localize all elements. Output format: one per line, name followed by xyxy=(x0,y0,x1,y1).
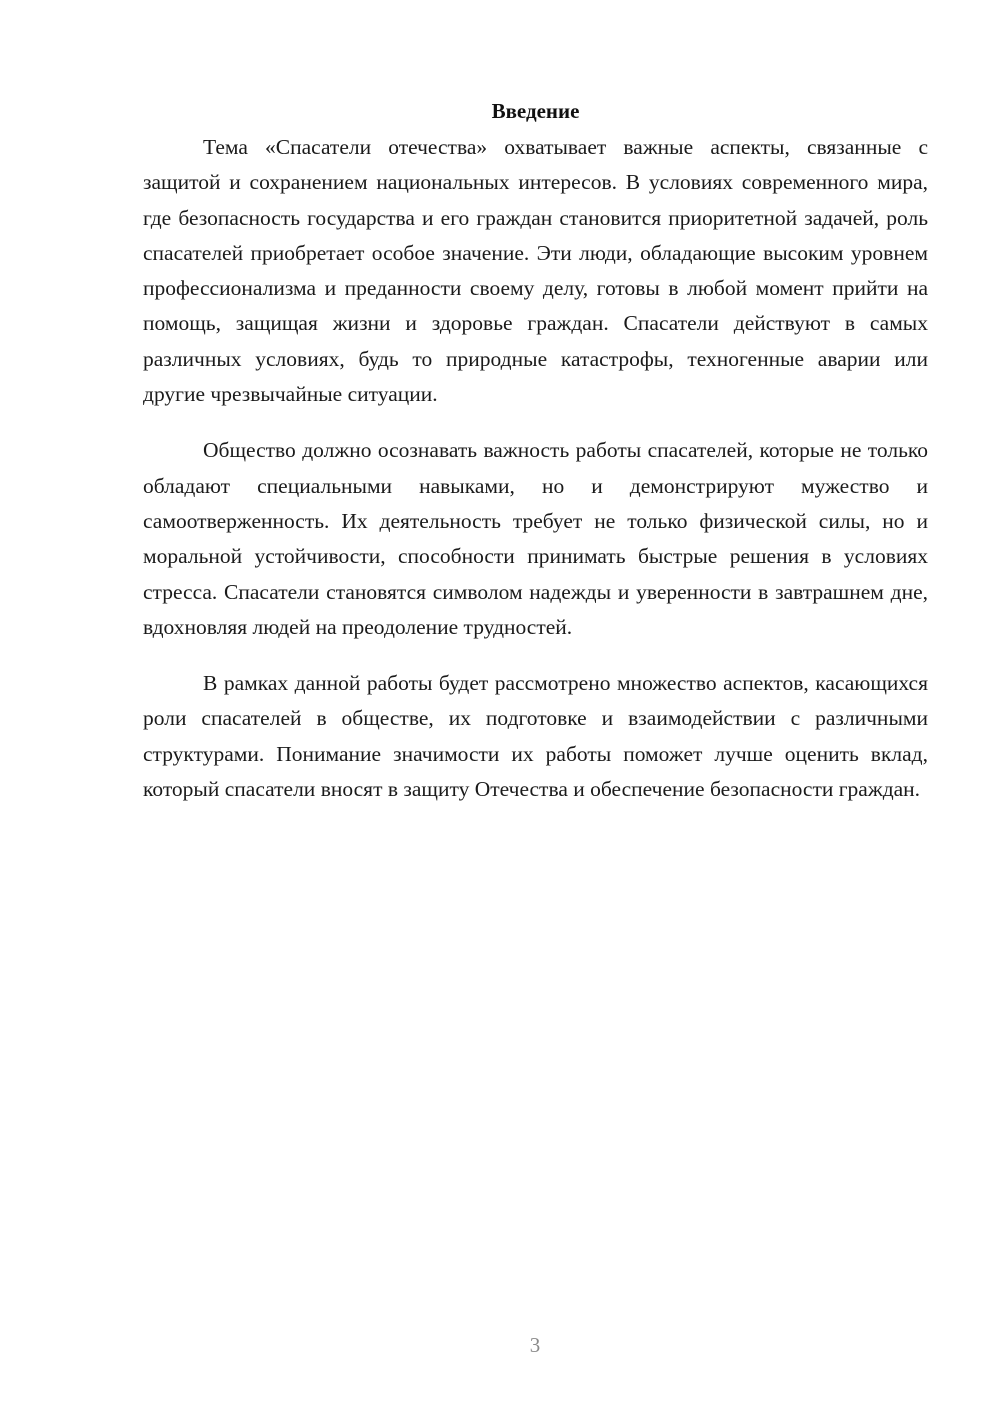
paragraph-3: В рамках данной работы будет рассмотрено множество аспектов, касающихся роли спасателей в обществе, их подготовке и взаимодействии с различными структурами. Понимание значимости их работы поможет лучше оценить вклад, который спасатели вносят в защиту Отечества и обеспечение безопасности граждан. xyxy=(143,671,928,802)
section-title: Введение xyxy=(491,99,580,123)
page-number: 3 xyxy=(529,1333,541,1357)
paragraph-2: Общество должно осознавать важность работы спасателей, которые не только обладают специальными навыками, но и демонстрируют мужество и самоотверженность. Их деятельность требует не только физической силы, но и моральной устойчивости, способности принимать быстрые решения в условиях стресса. Спасатели становятся символом надежды и уверенности в завтрашнем дне, вдохновляя людей на преодоление трудностей. xyxy=(143,438,928,639)
paragraph-1: Тема «Спасатели отечества» охватывает важные аспекты, связанные с защитой и сохранением национальных интересов. В условиях современного мира, где безопасность государства и его граждан становится приоритетной задачей, роль спасателей приобретает особое значение. Эти люди, обладающие высоким уровнем профессионализма и преданности своему делу, готовы в любой момент прийти на помощь, защищая жизни и здоровье граждан. Спасатели действуют в самых различных условиях, будь то природные катастрофы, техногенные аварии или другие чрезвычайные ситуации. xyxy=(143,135,928,407)
page-content xyxy=(143,96,928,807)
